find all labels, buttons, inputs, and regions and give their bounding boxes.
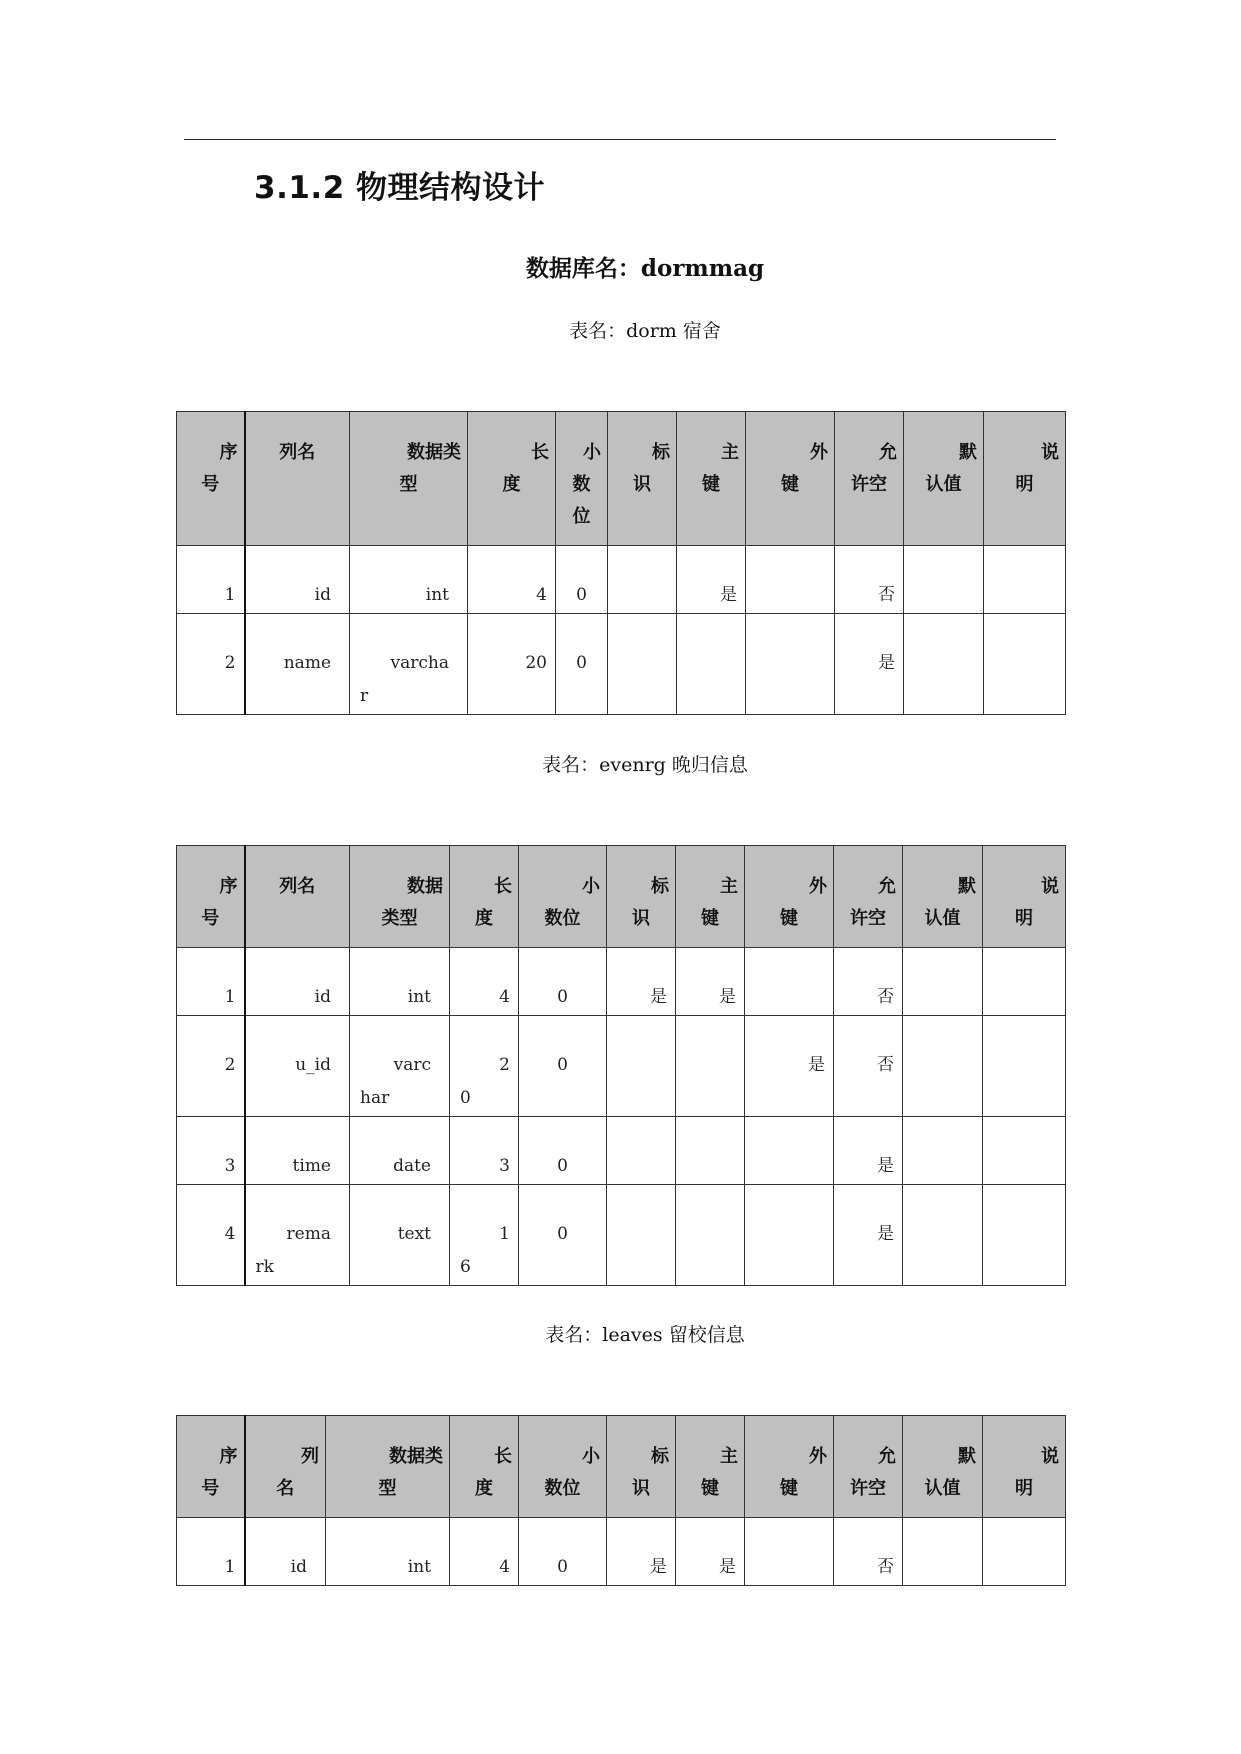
cell-value: varcha	[390, 653, 449, 673]
header-label: 长	[531, 442, 549, 463]
cell-value: name	[283, 653, 331, 673]
cell-name	[245, 1016, 350, 1117]
table-row	[177, 1518, 1066, 1586]
cell-identity	[607, 1117, 676, 1185]
table-row	[177, 1016, 1066, 1117]
cell-value: time	[292, 1156, 331, 1176]
cell-value: 是	[878, 653, 895, 673]
header-label: 识	[632, 908, 650, 929]
cell-value: 1	[499, 1224, 510, 1244]
cell-foreign-key	[746, 546, 835, 614]
cell-value: 否	[878, 585, 895, 605]
cell-foreign-key	[745, 1117, 834, 1185]
column-header-name	[245, 846, 350, 948]
cell-name	[245, 1518, 326, 1586]
cell-value: text	[397, 1224, 431, 1244]
cell-length	[450, 1016, 519, 1117]
header-label: 认值	[924, 1478, 961, 1499]
header-label: 数据类	[389, 1446, 443, 1467]
cell-foreign-key	[745, 1185, 834, 1286]
cell-foreign-key	[745, 1016, 834, 1117]
cell-value: 0	[576, 653, 587, 673]
cell-value: 2	[224, 1055, 236, 1075]
cell-value: u_id	[295, 1055, 331, 1075]
column-header-default	[904, 412, 984, 546]
cell-no	[177, 1185, 245, 1286]
cell-value: 是	[720, 585, 737, 605]
table-header-row	[177, 846, 1066, 948]
table-header-row	[177, 412, 1066, 546]
header-label: 长	[494, 1446, 512, 1467]
column-header-type	[350, 412, 468, 546]
cell-identity	[608, 546, 677, 614]
header-label: 型	[399, 474, 418, 495]
table-row	[177, 948, 1066, 1016]
cell-value: date	[393, 1156, 431, 1176]
column-header-primary-key	[676, 1416, 745, 1518]
cell-value: 4	[224, 1224, 236, 1244]
cell-description	[983, 1518, 1066, 1586]
header-label: 列	[301, 1446, 319, 1467]
field-spec-table	[176, 845, 1066, 1286]
cell-nullable	[835, 614, 904, 715]
cell-nullable	[834, 1185, 903, 1286]
cell-value: 1	[224, 585, 236, 605]
header-label: 键	[702, 474, 720, 495]
cell-length	[450, 1185, 519, 1286]
cell-foreign-key	[745, 1518, 834, 1586]
cell-identity	[607, 1185, 676, 1286]
cell-description	[984, 614, 1066, 715]
cell-default	[903, 948, 983, 1016]
header-label: 外	[810, 442, 828, 463]
cell-nullable	[834, 948, 903, 1016]
cell-value: 0	[557, 1224, 568, 1244]
header-label: 小	[583, 442, 601, 463]
column-header-type	[326, 1416, 450, 1518]
column-header-description	[983, 846, 1066, 948]
column-header-nullable	[834, 1416, 903, 1518]
header-label: 许空	[850, 1478, 886, 1499]
cell-value: int	[407, 1557, 431, 1577]
cell-scale	[519, 1016, 607, 1117]
cell-description	[983, 1117, 1066, 1185]
column-header-foreign-key	[745, 846, 834, 948]
cell-nullable	[834, 1016, 903, 1117]
header-label: 号	[201, 474, 220, 495]
cell-scale	[556, 546, 608, 614]
column-header-nullable	[835, 412, 904, 546]
cell-value: 是	[808, 1055, 825, 1075]
cell-value: 2	[499, 1055, 510, 1075]
cell-identity	[607, 1518, 676, 1586]
header-label: 识	[633, 474, 651, 495]
cell-nullable	[834, 1518, 903, 1586]
header-label: 允	[879, 442, 897, 463]
cell-value: varc	[393, 1055, 431, 1075]
header-label: 明	[1015, 1478, 1033, 1499]
cell-value: 是	[877, 1224, 894, 1244]
cell-name	[245, 1117, 350, 1185]
cell-identity	[608, 614, 677, 715]
header-rule	[184, 139, 1056, 140]
column-header-description	[984, 412, 1066, 546]
header-label: 允	[878, 876, 896, 897]
cell-default	[903, 1518, 983, 1586]
table-caption-leaves: 表名：leaves 留校信息	[545, 1324, 745, 1346]
cell-value: 是	[877, 1156, 894, 1176]
column-header-no	[177, 846, 245, 948]
table-header-row	[177, 1416, 1066, 1518]
cell-value: 否	[877, 1557, 894, 1577]
header-label: 数	[572, 474, 591, 495]
header-label: 度	[475, 908, 493, 929]
cell-length	[468, 546, 556, 614]
cell-default	[904, 614, 984, 715]
cell-value: r	[360, 686, 369, 706]
column-header-primary-key	[676, 846, 745, 948]
header-label: 列名	[279, 442, 316, 463]
header-label: 主	[720, 876, 738, 897]
cell-value: 是	[719, 987, 736, 1007]
header-label: 号	[201, 908, 220, 929]
column-header-name	[245, 412, 350, 546]
column-header-identity	[607, 1416, 676, 1518]
cell-length	[450, 1518, 519, 1586]
header-label: 列名	[279, 876, 316, 897]
cell-value: 0	[460, 1088, 471, 1108]
header-label: 小	[582, 1446, 600, 1467]
header-label: 说	[1041, 442, 1059, 463]
column-header-no	[177, 412, 245, 546]
cell-primary-key	[676, 1016, 745, 1117]
cell-value: 4	[536, 585, 547, 605]
cell-value: 20	[525, 653, 547, 673]
table-caption-dorm: 表名：dorm 宿舍	[569, 320, 721, 342]
cell-value: har	[360, 1088, 390, 1108]
header-label: 型	[378, 1478, 397, 1499]
section-heading: 3.1.2 物理结构设计	[254, 170, 546, 206]
cell-value: 0	[576, 585, 587, 605]
cell-value: 是	[719, 1557, 736, 1577]
cell-value: 是	[650, 1557, 667, 1577]
cell-default	[903, 1185, 983, 1286]
header-label: 序	[219, 1446, 238, 1467]
cell-type	[350, 1117, 450, 1185]
header-label: 数位	[544, 1478, 581, 1499]
cell-description	[983, 948, 1066, 1016]
cell-scale	[519, 948, 607, 1016]
cell-identity	[607, 948, 676, 1016]
cell-value: 2	[224, 653, 236, 673]
cell-value: int	[407, 987, 431, 1007]
cell-primary-key	[676, 1518, 745, 1586]
cell-type	[350, 1185, 450, 1286]
header-label: 外	[809, 876, 827, 897]
cell-primary-key	[677, 546, 746, 614]
cell-value: 1	[224, 987, 236, 1007]
cell-value: id	[314, 585, 331, 605]
cell-primary-key	[676, 1117, 745, 1185]
header-label: 主	[721, 442, 739, 463]
cell-value: 0	[557, 987, 568, 1007]
header-label: 数据类	[407, 442, 461, 463]
table-row	[177, 1117, 1066, 1185]
cell-value: 0	[557, 1055, 568, 1075]
cell-value: int	[425, 585, 449, 605]
header-label: 键	[780, 908, 798, 929]
header-label: 默	[958, 876, 976, 897]
header-label: 说	[1041, 876, 1059, 897]
cell-scale	[519, 1185, 607, 1286]
column-header-type	[350, 846, 450, 948]
cell-name	[245, 546, 350, 614]
header-label: 类型	[381, 908, 418, 929]
cell-length	[450, 948, 519, 1016]
column-header-primary-key	[677, 412, 746, 546]
header-label: 键	[780, 1478, 798, 1499]
cell-type	[350, 1016, 450, 1117]
cell-nullable	[835, 546, 904, 614]
cell-value: 否	[877, 987, 894, 1007]
column-header-foreign-key	[745, 1416, 834, 1518]
column-header-foreign-key	[746, 412, 835, 546]
column-header-scale	[556, 412, 608, 546]
cell-value: 是	[650, 987, 667, 1007]
cell-type	[350, 614, 468, 715]
header-label: 数据	[407, 876, 443, 897]
header-label: 键	[701, 908, 719, 929]
cell-value: 1	[224, 1557, 236, 1577]
field-spec-table	[176, 1415, 1066, 1586]
header-label: 主	[720, 1446, 738, 1467]
cell-primary-key	[676, 1185, 745, 1286]
cell-scale	[556, 614, 608, 715]
table-row	[177, 1185, 1066, 1286]
table-row	[177, 614, 1066, 715]
cell-no	[177, 1016, 245, 1117]
cell-primary-key	[676, 948, 745, 1016]
header-label: 度	[502, 474, 521, 495]
cell-value: rk	[255, 1257, 274, 1277]
cell-type	[350, 948, 450, 1016]
cell-default	[903, 1016, 983, 1117]
column-header-nullable	[834, 846, 903, 948]
column-header-length	[450, 846, 519, 948]
cell-scale	[519, 1117, 607, 1185]
column-header-default	[903, 1416, 983, 1518]
header-label: 外	[809, 1446, 827, 1467]
cell-type	[350, 546, 468, 614]
header-label: 认值	[925, 474, 962, 495]
cell-value: id	[290, 1557, 307, 1577]
column-header-default	[903, 846, 983, 948]
cell-length	[450, 1117, 519, 1185]
header-label: 默	[958, 1446, 976, 1467]
cell-length	[468, 614, 556, 715]
header-label: 序	[219, 876, 238, 897]
column-header-length	[450, 1416, 519, 1518]
header-label: 键	[701, 1478, 719, 1499]
cell-type	[326, 1518, 450, 1586]
cell-value: 3	[224, 1156, 236, 1176]
cell-default	[904, 546, 984, 614]
column-header-length	[468, 412, 556, 546]
cell-description	[983, 1185, 1066, 1286]
header-label: 明	[1015, 908, 1033, 929]
cell-nullable	[834, 1117, 903, 1185]
database-name: 数据库名：dormmag	[525, 255, 765, 282]
cell-primary-key	[677, 614, 746, 715]
cell-name	[245, 614, 350, 715]
cell-no	[177, 948, 245, 1016]
cell-value: 0	[557, 1156, 568, 1176]
cell-no	[177, 1518, 245, 1586]
cell-foreign-key	[745, 948, 834, 1016]
header-label: 长	[494, 876, 512, 897]
cell-foreign-key	[746, 614, 835, 715]
column-header-description	[983, 1416, 1066, 1518]
cell-description	[983, 1016, 1066, 1117]
table-caption-evenrg: 表名：evenrg 晚归信息	[542, 754, 748, 776]
column-header-scale	[519, 1416, 607, 1518]
cell-value: 0	[557, 1557, 568, 1577]
cell-value: id	[314, 987, 331, 1007]
header-label: 名	[276, 1478, 295, 1499]
header-label: 许空	[850, 908, 886, 929]
cell-name	[245, 1185, 350, 1286]
cell-value: 4	[499, 1557, 510, 1577]
cell-description	[984, 546, 1066, 614]
header-label: 认值	[924, 908, 961, 929]
header-label: 小	[582, 876, 600, 897]
field-spec-table	[176, 411, 1066, 715]
header-label: 说	[1041, 1446, 1059, 1467]
cell-value: 6	[460, 1257, 471, 1277]
header-label: 识	[632, 1478, 650, 1499]
header-label: 标	[651, 1446, 669, 1467]
cell-name	[245, 948, 350, 1016]
column-header-identity	[608, 412, 677, 546]
header-label: 允	[878, 1446, 896, 1467]
cell-value: 4	[499, 987, 510, 1007]
cell-default	[903, 1117, 983, 1185]
column-header-identity	[607, 846, 676, 948]
cell-no	[177, 546, 245, 614]
cell-value: 否	[877, 1055, 894, 1075]
cell-scale	[519, 1518, 607, 1586]
column-header-no	[177, 1416, 245, 1518]
header-label: 数位	[544, 908, 581, 929]
cell-no	[177, 1117, 245, 1185]
cell-no	[177, 614, 245, 715]
header-label: 序	[219, 442, 238, 463]
column-header-scale	[519, 846, 607, 948]
cell-identity	[607, 1016, 676, 1117]
table-row	[177, 546, 1066, 614]
header-label: 标	[652, 442, 670, 463]
header-label: 键	[781, 474, 799, 495]
header-label: 位	[572, 506, 591, 527]
header-label: 默	[959, 442, 977, 463]
header-label: 许空	[851, 474, 887, 495]
column-header-name	[245, 1416, 326, 1518]
header-label: 号	[201, 1478, 220, 1499]
header-label: 度	[475, 1478, 493, 1499]
header-label: 标	[651, 876, 669, 897]
cell-value: 3	[499, 1156, 510, 1176]
cell-value: rema	[286, 1224, 331, 1244]
header-label: 明	[1015, 474, 1034, 495]
